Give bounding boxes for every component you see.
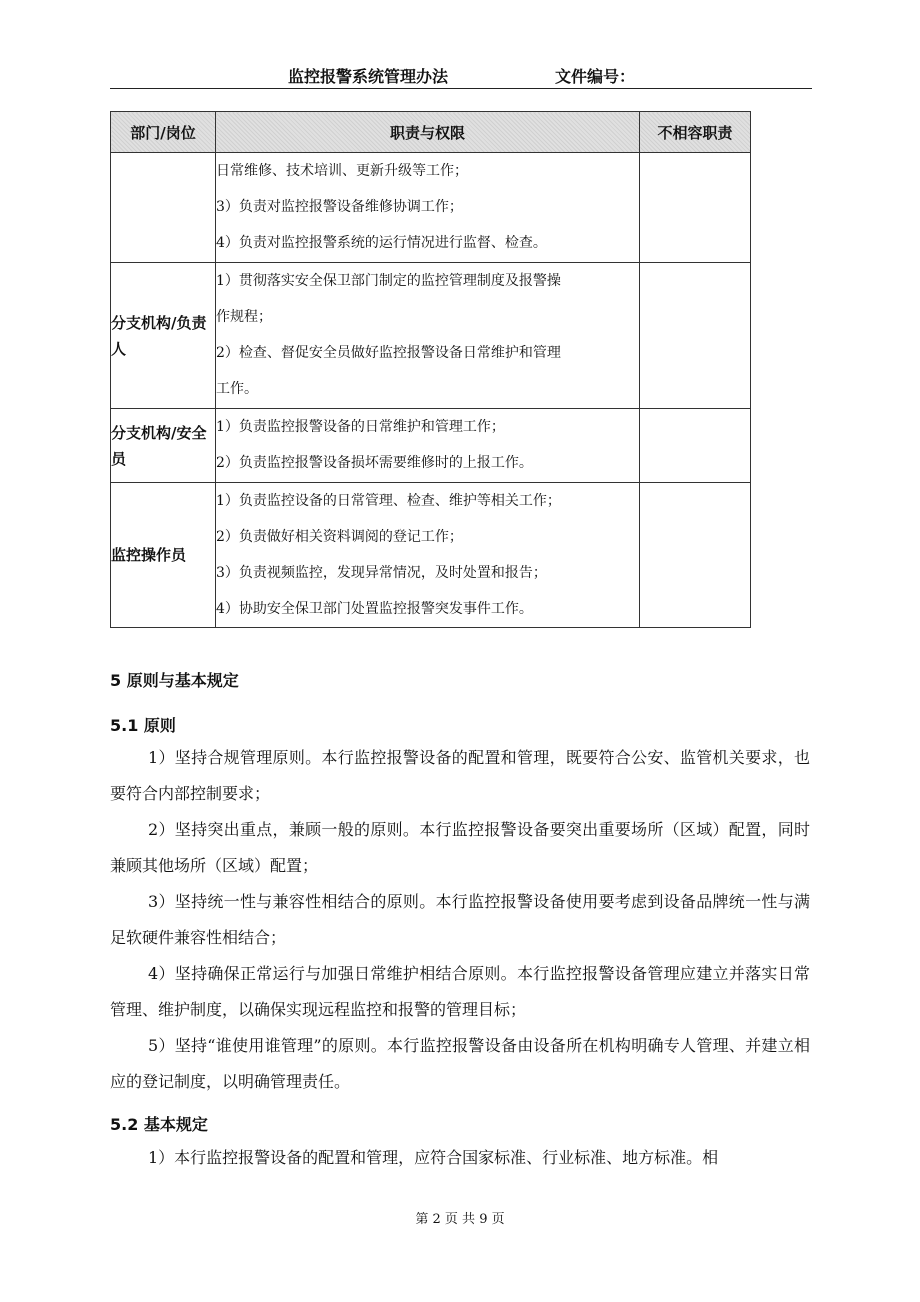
duty-line: 工作。 xyxy=(216,381,258,397)
duty-line: 1）负责监控报警设备的日常维护和管理工作； xyxy=(216,419,505,435)
dept-cell xyxy=(111,153,216,263)
header-duties: 职责与权限 xyxy=(216,112,640,153)
table-row xyxy=(111,153,751,263)
duties-cell xyxy=(216,483,640,628)
duties-cell xyxy=(216,153,640,263)
document-number-label: 文件编号： xyxy=(555,67,636,86)
duty-line: 3）负责视频监控，发现异常情况，及时处置和报告； xyxy=(216,565,547,581)
duty-line: 作规程； xyxy=(216,309,272,325)
incompatible-cell xyxy=(640,263,751,409)
table-row xyxy=(111,409,751,483)
duty-line: 1）贯彻落实安全保卫部门制定的监控管理制度及报警操 xyxy=(216,273,561,289)
duty-line: 2）负责监控报警设备损坏需要维修时的上报工作。 xyxy=(216,455,533,471)
paragraph: 3）坚持统一性与兼容性相结合的原则。本行监控报警设备使用要考虑到设备品牌统一性与满足软硬件兼容性相结合； xyxy=(110,892,810,947)
duties-cell xyxy=(216,409,640,483)
duty-line: 4）负责对监控报警系统的运行情况进行监督、检查。 xyxy=(216,235,547,251)
section-5-2-title: 5.2 基本规定 xyxy=(110,1115,208,1134)
incompatible-cell xyxy=(640,483,751,628)
paragraph: 4）坚持确保正常运行与加强日常维护相结合原则。本行监控报警设备管理应建立并落实日常管理、维护制度，以确保实现远程监控和报警的管理目标； xyxy=(110,964,810,1019)
dept-cell xyxy=(111,409,216,483)
duties-cell xyxy=(216,263,640,409)
duty-line: 日常维修、技术培训、更新升级等工作； xyxy=(216,163,468,179)
section-5-title: 5 原则与基本规定 xyxy=(110,671,239,690)
paragraph: 5）坚持“谁使用谁管理”的原则。本行监控报警设备由设备所在机构明确专人管理、并建立相应的登记制度，以明确管理责任。 xyxy=(110,1036,810,1091)
table-header-row xyxy=(111,112,751,153)
dept-cell xyxy=(111,483,216,628)
paragraph: 1）坚持合规管理原则。本行监控报警设备的配置和管理，既要符合公安、监管机关要求，也要符合内部控制要求； xyxy=(110,748,810,803)
document-title: 监控报警系统管理办法 xyxy=(288,67,449,86)
paragraph: 1）本行监控报警设备的配置和管理，应符合国家标准、行业标准、地方标准。相 xyxy=(148,1148,719,1167)
duty-line: 1）负责监控设备的日常管理、检查、维护等相关工作； xyxy=(216,493,561,509)
duty-line: 3）负责对监控报警设备维修协调工作； xyxy=(216,199,463,215)
page-header xyxy=(110,60,812,89)
dept-label: 分支机构/安全员 xyxy=(111,423,207,468)
incompatible-cell xyxy=(640,153,751,263)
incompatible-cell xyxy=(640,409,751,483)
table-row xyxy=(111,483,751,628)
duties-table xyxy=(110,111,751,628)
duty-line: 2）检查、督促安全员做好监控报警设备日常维护和管理 xyxy=(216,345,561,361)
dept-label: 分支机构/负责人 xyxy=(111,313,207,358)
dept-cell xyxy=(111,263,216,409)
duty-line: 2）负责做好相关资料调阅的登记工作； xyxy=(216,529,463,545)
dept-label: 监控操作员 xyxy=(111,546,187,564)
duty-line: 4）协助安全保卫部门处置监控报警突发事件工作。 xyxy=(216,601,533,617)
header-department: 部门/岗位 xyxy=(111,112,216,153)
paragraph: 2）坚持突出重点，兼顾一般的原则。本行监控报警设备要突出重要场所（区域）配置，同时兼顾其他场所（区域）配置； xyxy=(110,820,810,875)
header-incompatible: 不相容职责 xyxy=(640,112,751,153)
table-row xyxy=(111,263,751,409)
section-5-1-title: 5.1 原则 xyxy=(110,716,176,735)
page-footer: 第 2 页 共 9 页 xyxy=(415,1212,505,1227)
